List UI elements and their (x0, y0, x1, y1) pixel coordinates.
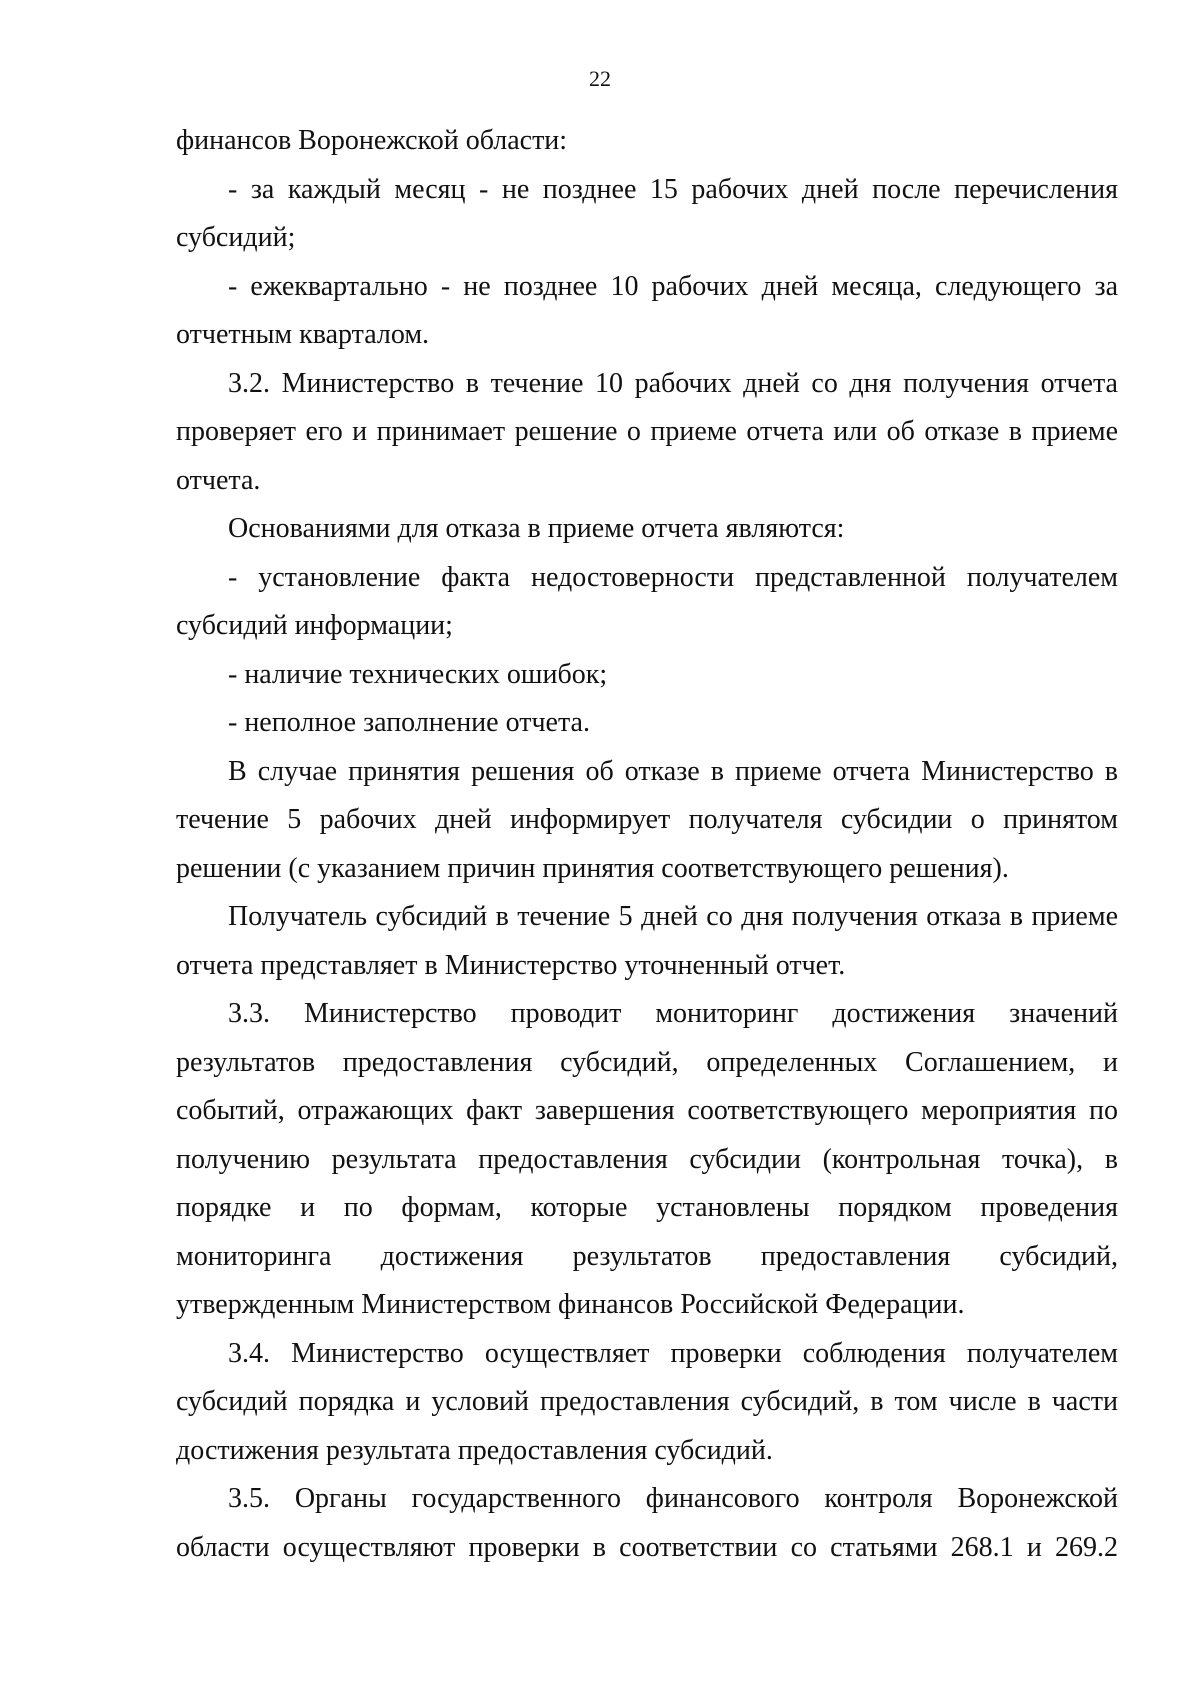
paragraph-refusal-notification: В случае принятия решения об отказе в приеме отчета Министерство в течение 5 рабочих дней информирует получателя субсидии о принятом решении (с указанием причин принятия соответствующего решения). (176, 755, 1118, 884)
paragraph-quarterly-deadline: - ежеквартально - не позднее 10 рабочих дней месяца, следующего за отчетным кварталом. (176, 270, 1118, 350)
paragraph-section-3-3: 3.3. Министерство проводит мониторинг достижения значений результатов предоставления субсидий, определенных Соглашением, и событий, отражающих факт завершения соответствующего мероприятия по получению результата предоставления субсидии (контрольная точка), в порядке и по формам, которые установлены порядком проведения мониторинга достижения результатов предоставления субсидий, утвержденным Министерством финансов Российской Федерации. (176, 998, 1118, 1320)
document-body (176, 117, 1118, 1572)
paragraph-section-3-2: 3.2. Министерство в течение 10 рабочих дней со дня получения отчета проверяет его и принимает решение о приеме отчета или об отказе в приеме отчета. (176, 367, 1118, 496)
paragraph-ground-unreliable-info: - установление факта недостоверности представленной получателем субсидий информации; (176, 561, 1118, 641)
paragraph-corrected-report: Получатель субсидий в течение 5 дней со дня получения отказа в приеме отчета представляет в Министерство уточненный отчет. (176, 901, 1118, 981)
paragraph-section-3-5: 3.5. Органы государственного финансового контроля Воронежской области осуществляют проверки в соответствии со статьями 268.1 и 269.2 (176, 1483, 1118, 1563)
paragraph-ground-technical-errors: - наличие технических ошибок; (228, 658, 608, 690)
paragraph-continuation: финансов Воронежской области: (176, 125, 568, 156)
page-number: 22 (589, 66, 611, 91)
paragraph-monthly-deadline: - за каждый месяц - не позднее 15 рабочих дней после перечисления субсидий; (176, 173, 1118, 253)
paragraph-section-3-4: 3.4. Министерство осуществляет проверки соблюдения получателем субсидий порядка и условий предоставления субсидий, в том числе в части достижения результата предоставления субсидий. (176, 1337, 1118, 1466)
paragraph-refusal-grounds-heading: Основаниями для отказа в приеме отчета являются: (228, 513, 845, 544)
paragraph-ground-incomplete-report: - неполное заполнение отчета. (228, 707, 590, 738)
